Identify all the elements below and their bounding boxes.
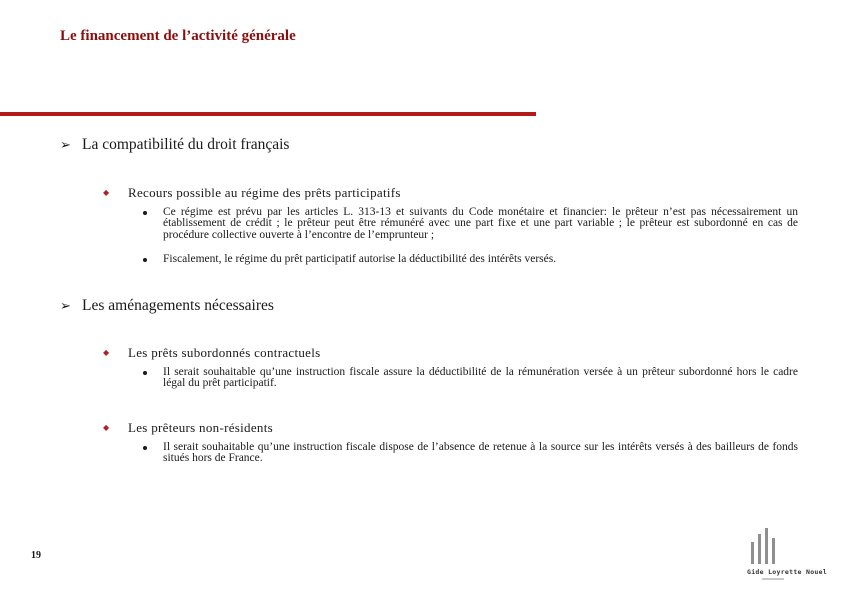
logo-subline xyxy=(762,578,784,580)
bullet-text: Il serait souhaitable qu’une instruction fiscale dispose de l’absence de retenue à la source sur les intérêts versés à des bailleurs de fonds situés hors de France. xyxy=(163,441,798,465)
company-logo xyxy=(745,528,828,584)
item-subordinated-loans xyxy=(103,345,321,361)
arrow-icon: ➢ xyxy=(60,299,71,314)
title-divider xyxy=(0,112,536,116)
section-heading-compatibility xyxy=(60,136,289,154)
list-item xyxy=(163,367,798,390)
dot-icon xyxy=(143,446,147,450)
logo-name: Gide Loyrette Nouel xyxy=(747,568,828,576)
item-label: Recours possible au régime des prêts participatifs xyxy=(128,185,401,200)
list-item xyxy=(163,442,798,465)
diamond-icon: ◆ xyxy=(103,348,110,357)
page-number: 19 xyxy=(31,550,41,561)
section-heading-label: La compatibilité du droit français xyxy=(82,136,290,153)
dot-icon xyxy=(143,211,147,215)
arrow-icon: ➢ xyxy=(60,138,71,153)
dot-icon xyxy=(143,258,147,262)
diamond-icon: ◆ xyxy=(103,188,110,197)
dot-icon xyxy=(143,371,147,375)
bullet-text: Fiscalement, le régime du prêt participatif autorise la déductibilité des intérêts versés. xyxy=(163,253,557,265)
slide-title: Le financement de l’activité générale xyxy=(60,28,296,44)
item-label: Les prêteurs non-résidents xyxy=(128,420,273,435)
diamond-icon: ◆ xyxy=(103,423,110,432)
bullet-text: Ce régime est prévu par les articles L. 313-13 et suivants du Code monétaire et financier: le prêteur n’est pas nécessairement un établissement de crédit ; le prêteur peut être rémunéré avec une part fixe et une part variable ; le prêteur est subordonné en cas de procédure collective ouverte à l’encontre de l’emprunteur ; xyxy=(163,206,798,241)
item-participative-loans xyxy=(103,185,401,201)
item-label: Les prêts subordonnés contractuels xyxy=(128,345,321,360)
list-item xyxy=(163,207,798,241)
logo-bars-icon xyxy=(749,528,779,564)
item-non-resident-lenders xyxy=(103,420,273,436)
section-heading-adjustments xyxy=(60,297,274,315)
list-item xyxy=(163,254,798,265)
bullet-text: Il serait souhaitable qu’une instruction fiscale assure la déductibilité de la rémunération versée à un prêteur subordonné hors le cadre légal du prêt participatif. xyxy=(163,366,798,390)
section-heading-label: Les aménagements nécessaires xyxy=(82,297,274,314)
